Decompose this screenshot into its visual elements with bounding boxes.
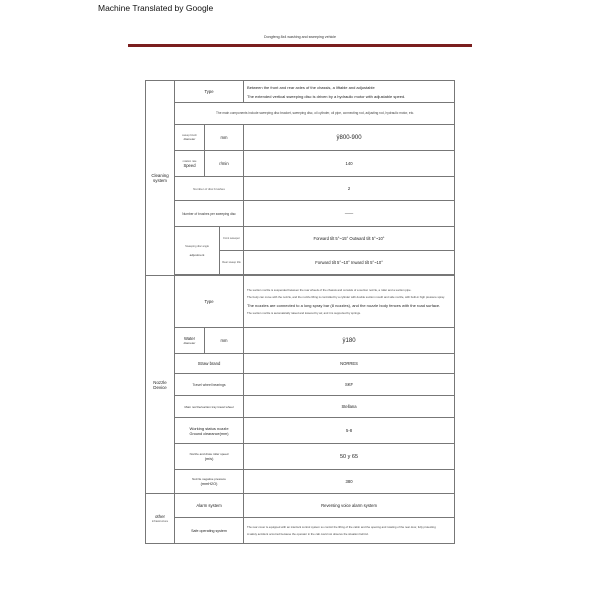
label: Ground clearance(mm) xyxy=(189,431,229,436)
nozzle-speed-label xyxy=(175,444,244,470)
label: Safe operating system xyxy=(191,529,227,533)
alarm-system-label: Alarm system xyxy=(175,494,244,518)
label: Water xyxy=(183,336,195,341)
table-row xyxy=(146,201,455,227)
front-sweeper-value: Forward tilt 5°~15° Outward tilt 5°~10° xyxy=(244,227,455,251)
label: adjustment xyxy=(189,252,205,257)
straw-brand-label: Straw brand xyxy=(175,354,244,374)
type-description xyxy=(244,81,455,103)
label: Number of disc brushes xyxy=(193,186,225,191)
table-row xyxy=(146,396,455,418)
unit-mm: mm xyxy=(205,328,244,354)
speed-value: 140 xyxy=(244,151,455,177)
label: Speed xyxy=(183,162,196,168)
desc-line: The extended vertical sweeping disc is driven by a hydraulic motor with adjustable speed. xyxy=(247,93,406,99)
travel-wheel-value: Stellana xyxy=(244,396,455,418)
nozzle-type-description xyxy=(244,276,455,328)
title-rule xyxy=(128,44,472,47)
type-label: Type xyxy=(175,81,244,103)
brush-diameter-value: ÿ800-900 xyxy=(244,125,455,151)
desc-line: The nozzles are connected to a long spray bar (8 nozzles), and the nozzle body fences with the road surface. xyxy=(247,302,441,308)
components-line: The main components include sweeping disc bracket, sweeping disc, oil cylinder, oil pipe, connecting rod, adjusting rod, hydraulic motor, etc. xyxy=(215,111,415,115)
rear-sweeper-value: Forward tilt 5°~10° Inward tilt 5°~10° xyxy=(244,251,455,275)
document-subtitle: Dongfeng 8x4 washing and sweeping vehicle xyxy=(264,35,336,39)
water-diameter-value: ÿ180 xyxy=(244,328,455,354)
label: (mmH2O) xyxy=(200,482,218,486)
clearance-value: 5-8 xyxy=(244,418,455,444)
disc-brushes-value: 2 xyxy=(244,177,455,201)
safe-operating-label xyxy=(175,518,244,544)
table-row xyxy=(146,151,455,177)
table-row xyxy=(146,374,455,396)
travel-wheel-label xyxy=(175,396,244,418)
label: (m/s) xyxy=(204,457,214,461)
disc-angle-label xyxy=(175,227,220,275)
table-row xyxy=(146,125,455,151)
cleaning-section-cell xyxy=(146,81,175,276)
components-text xyxy=(175,103,455,125)
table-row xyxy=(146,518,455,544)
table-row xyxy=(146,81,455,103)
machine-translated-banner: Machine Translated by Google xyxy=(98,3,214,13)
speed-label xyxy=(175,151,205,177)
other-section-cell xyxy=(146,494,175,544)
small-label: sweep brush xyxy=(182,134,197,137)
desc-line: The suction nozzle is automatically raised and lowered by air, and it is supported by springs. xyxy=(247,310,361,315)
small-label: Sweeping disc angle xyxy=(185,244,209,248)
label: Main nozzle/suction tray travel wheel xyxy=(184,404,234,409)
unit-mm: mm xyxy=(205,125,244,151)
rear-sweeper-label xyxy=(220,251,244,275)
label: diameter xyxy=(183,341,196,345)
desc-line: A safety accident occurred because the operator in the cab could not observe the situation behind. xyxy=(247,531,369,536)
label: Rear sweep tilts xyxy=(222,261,241,264)
nozzle-speed-value: 50 y 65 xyxy=(244,444,455,470)
label: Front sweeper xyxy=(223,237,240,240)
bearings-label xyxy=(175,374,244,396)
label: diameter xyxy=(183,137,196,141)
small-label: rotation rate xyxy=(182,159,197,163)
section-label: other xyxy=(154,514,165,519)
table-row xyxy=(146,227,455,251)
label: Nozzle negative pressure xyxy=(192,477,226,481)
bristles-value: —— xyxy=(244,201,455,227)
table-row xyxy=(146,444,455,470)
table-row xyxy=(146,276,455,328)
negative-pressure-label xyxy=(175,470,244,494)
negative-pressure-value: 380 xyxy=(244,470,455,494)
label: Travel wheel bearings xyxy=(192,382,226,387)
table-row xyxy=(146,418,455,444)
nozzle-type-label: Type xyxy=(175,276,244,328)
safe-operating-description xyxy=(244,518,455,544)
label: Working status nozzle xyxy=(189,425,229,431)
label: Nozzle and draw roller speed xyxy=(189,452,229,456)
section-label: infrastructure xyxy=(151,519,169,523)
front-sweeper-label xyxy=(220,227,244,251)
straw-brand-value: NORRES xyxy=(244,354,455,374)
table-row xyxy=(146,354,455,374)
brush-diameter-label xyxy=(175,125,205,151)
section-label: Nozzle xyxy=(153,379,167,385)
section-label: Cleaning xyxy=(151,173,169,178)
table-row xyxy=(146,470,455,494)
water-diameter-label xyxy=(175,328,205,354)
section-label: Device xyxy=(153,384,167,390)
spec-table xyxy=(145,80,455,544)
bristles-label xyxy=(175,201,244,227)
alarm-system-value: Reversing voice alarm system xyxy=(244,494,455,518)
desc-line: The body can move with the nozzle, and the nozzle lifting is controlled by a cylinder with double suction mouth and side nozzle, with built-in high pressure spray. xyxy=(247,294,445,299)
desc-line: The rear cover is equipped with an interlock control system so control the lifting of the cabin and the opening and rotating of the rear door, fully protecting xyxy=(247,524,436,529)
label: Number of brushes per sweeping disc xyxy=(182,211,236,216)
bearings-value: SKF xyxy=(244,374,455,396)
unit-rpm: r/min xyxy=(205,151,244,177)
desc-line: The suction nozzle is suspended between the rear wheels of the chassis and consists of a suction nozzle, a roller and a suction pipe. xyxy=(247,287,412,292)
section-label: system xyxy=(153,178,167,183)
desc-line: Between the front and rear axles of the chassis, a liftable and adjustable xyxy=(247,84,375,90)
disc-brushes-label xyxy=(175,177,244,201)
nozzle-section-cell xyxy=(146,276,175,494)
clearance-label xyxy=(175,418,244,444)
table-row xyxy=(146,103,455,125)
table-row xyxy=(146,328,455,354)
table-row xyxy=(146,177,455,201)
table-row xyxy=(146,494,455,518)
